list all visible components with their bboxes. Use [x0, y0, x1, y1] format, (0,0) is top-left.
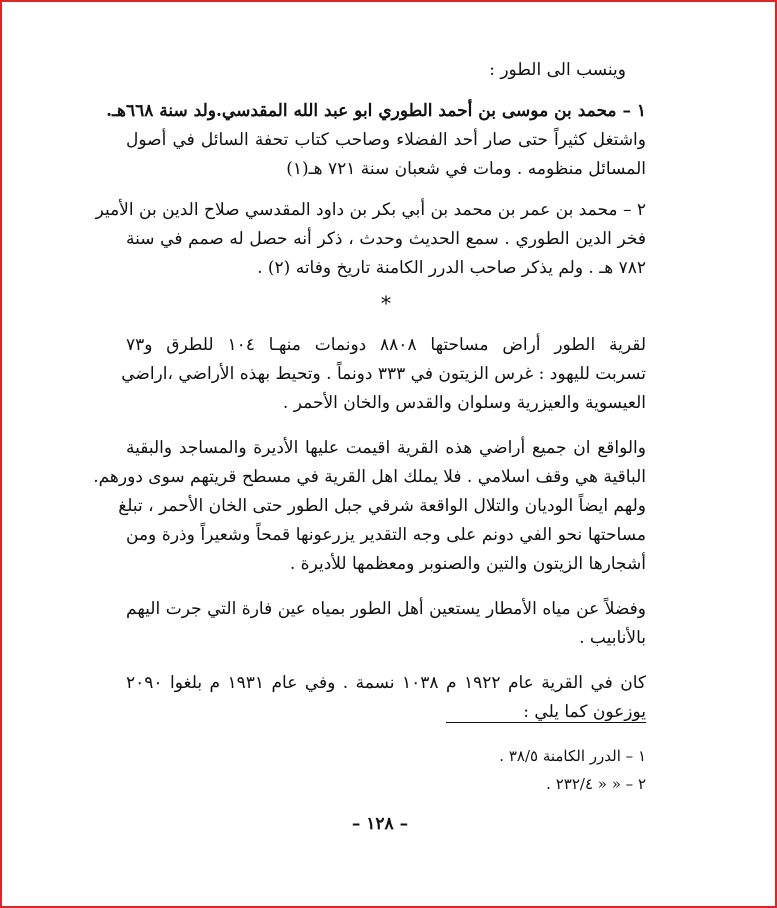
entry-2 — [95, 196, 646, 283]
entry-2-line: فخر الدين الطوري . سمع الحديث وحدث ، ذكر أنه حصل له صمم في سنة — [126, 229, 646, 249]
paragraph-line: ولهم ايضاً الوديان والتلال الواقعة شرقي جبل الطور حتى الخان الأحمر ، تبلغ — [118, 496, 646, 516]
entry-1 — [106, 97, 646, 184]
paragraph-land — [121, 331, 646, 418]
entry-1-line: واشتغل كثيراً حتى صار أحد الفضلاء وصاحب كتاب تحفة السائل في أصول — [126, 130, 646, 150]
footnote-1: ١ – الدرر الكامنة ٣٨/٥ . — [499, 747, 646, 765]
paragraph-line: وفضلاً عن مياه الأمطار يستعين أهل الطور بمياه عين فارة التي جرت اليهم — [126, 599, 646, 619]
heading: وينسب الى الطور : — [489, 60, 626, 80]
footnote-rule — [446, 722, 646, 723]
paragraph-line: الباقية هي وقف اسلامي . فلا يملك اهل القرية في مسطح قريتهم سوى دورهم. — [93, 467, 646, 487]
paragraph-waqf — [93, 434, 646, 579]
entry-2-line: ٢ – محمد بن عمر بن محمد بن أبي بكر بن داود المقدسي صلاح الدين بن الأمير — [95, 200, 646, 220]
page-body — [93, 56, 646, 727]
paragraph-line: يوزعون كما يلي : — [523, 702, 646, 722]
paragraph-line: لقرية الطور أراض مساحتها ٨٨٠٨ دونمات منهـا ١٠٤ للطرق و٧٣ — [126, 335, 646, 355]
paragraph-line: كان في القرية عام ١٩٢٢ م ١٠٣٨ نسمة . وفي عام ١٩٣١ م بلغوا ٢٠٩٠ — [126, 673, 646, 693]
footnote-2: ٢ – « « ٢٣٢/٤ . — [546, 775, 646, 793]
entry-1-line: المسائل منظومه . ومات في شعبان سنة ٧٢١ هـ(١) — [286, 159, 646, 179]
section-star: * — [381, 291, 391, 315]
page-number: – ١٢٨ – — [351, 814, 409, 834]
paragraph-line: أشجارها الزيتون والتين والصنوبر ومعظمها للأديرة . — [289, 554, 646, 574]
footnotes — [400, 742, 646, 798]
paragraph-line: والواقع ان جميع أراضي هذه القرية اقيمت عليها الأديرة والمساجد والبقية — [126, 438, 646, 458]
entry-2-line: ٧٨٢ هـ . ولم يذكر صاحب الدرر الكامنة تاريخ وفاته (٢) . — [257, 258, 646, 278]
paragraph-line: العيسوية والعيزرية وسلوان والقدس والخان الأحمر . — [282, 393, 646, 413]
paragraph-line: بالأنابيب . — [579, 628, 646, 648]
entry-1-line: ١ – محمد بن موسى بن أحمد الطوري ابو عبد الله المقدسي.ولد سنة ٦٦٨هـ. — [106, 101, 646, 121]
paragraph-line: مساحتها نحو الفي دونم على وجه التقدير يزرعونها قمحاً وشعيراً وذرة ومن — [126, 525, 646, 545]
paragraph-line: تسربت لليهود : غرس الزيتون في ٣٣٣ دونماً . وتحيط بهذه الأراضي ،اراضي — [121, 364, 646, 384]
paragraph-water — [126, 595, 646, 653]
paragraph-population — [126, 669, 646, 727]
